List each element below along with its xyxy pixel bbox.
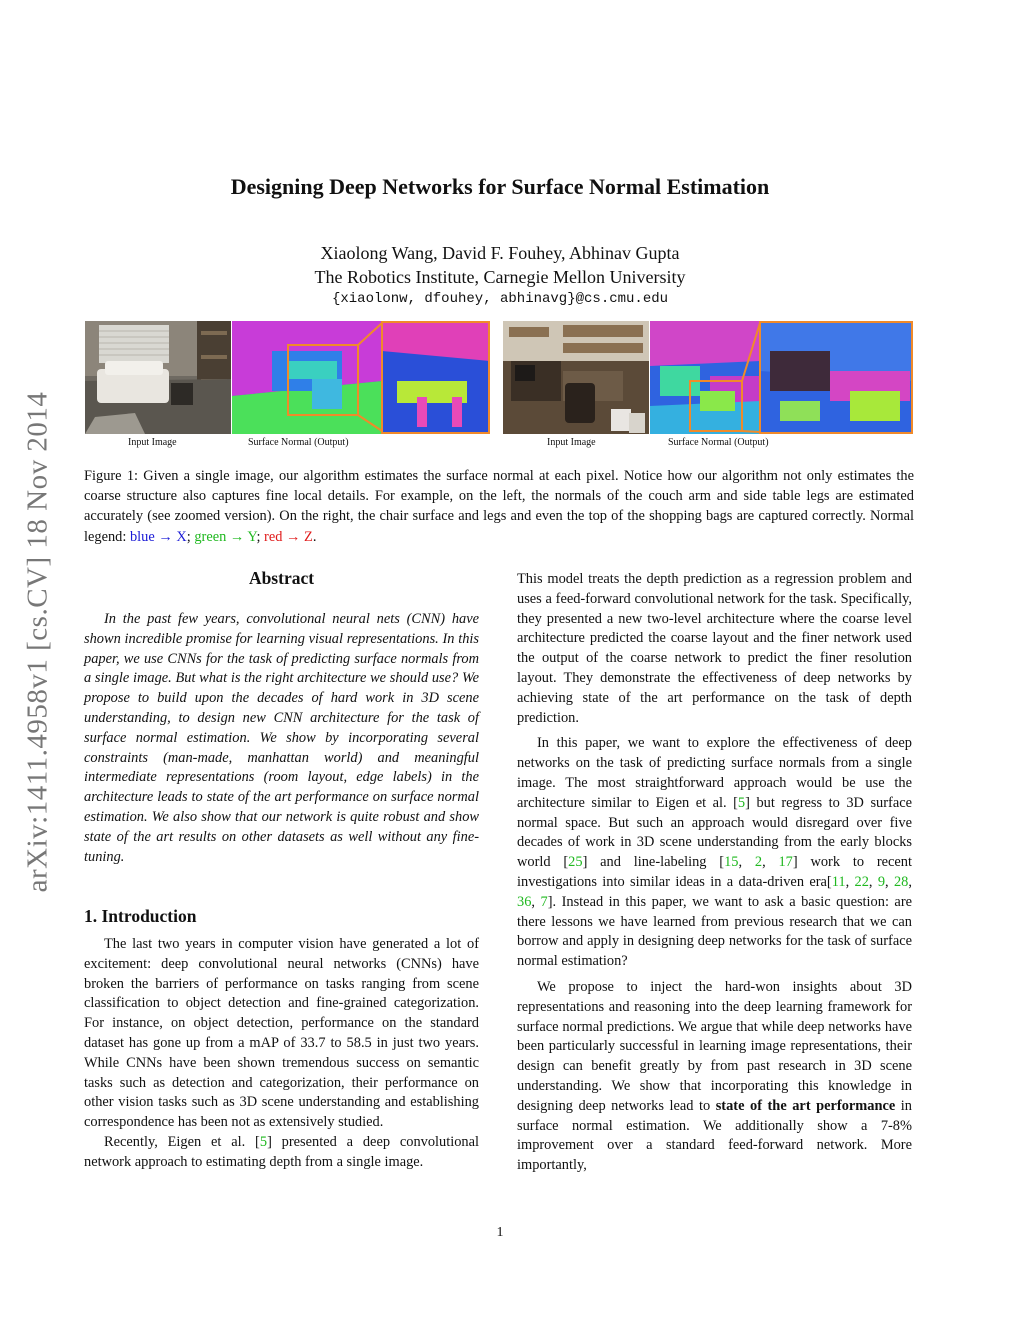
citation-link[interactable]: 15	[724, 854, 739, 871]
citation-link[interactable]: 22	[854, 873, 869, 890]
paragraph: The last two years in computer vision have generated a lot of excitement: deep convolutional neural networks (CNNs) have broken the barriers of performance on tasks ranging from scene classification to object detection and fine-grained categorization. For instance, on object detection, performance on the standard dataset has gone up from a mAP of 33.7 to 58.5 in just two years. While CNNs have been shown tremendous success on semantic tasks such as detection and categorization, their performance on other vision tasks such as 3D scene understanding and establishing correspondence has been not as extensively studied.	[84, 936, 479, 1131]
abstract-text: In the past few years, convolutional neural nets (CNN) have shown incredible promise for learning visual representations. In this paper, we use CNNs for the task of predicting surface normals from a single image. But what is the right architecture we should use? We propose to build upon the decades of hard work in 3D scene understanding, to design new CNN architecture for the task of surface normal estimation. We show by incorporating several constraints (man-made, manhattan world) and meaningful intermediate representations (room layout, edge labels) in the architecture leads to state of the art performance on surface normal estimation. We also show that our network is quite robust and show state of the art results on other datasets as well without any fine-tuning.	[84, 611, 479, 865]
figure-normal-output-1	[232, 321, 490, 434]
citation-link[interactable]: 17	[778, 854, 793, 871]
citation-link[interactable]: 5	[259, 1133, 268, 1150]
legend-blue: blue → X	[129, 528, 187, 545]
caption-text: Figure 1: Given a single image, our algorithm estimates the surface normal at each pixel. Notice how our algorithm not only estimates the coarse structure also captures fine local details. For example, on the left, the normals of the couch arm and side table legs are estimated accurately (see zoomed version). On the right, the chair surface and legs and even the top of the shopping bags are captured correctly. Normal legend:	[84, 468, 914, 545]
intro-column-right	[517, 570, 912, 1176]
citation-link[interactable]: 36	[517, 893, 532, 910]
arxiv-stamp	[20, 352, 56, 932]
figure-label-input-1: Input Image	[128, 437, 177, 448]
figure-input-image-2	[503, 321, 649, 434]
legend-green: green → Y	[194, 528, 257, 545]
paper-title: Designing Deep Networks for Surface Normal Estimation	[230, 174, 770, 199]
paragraph: This model treats the depth prediction as a regression problem and uses a feed-forward convolutional network for the task. Specifically, they presented a new two-level architecture where the coarse level architecture predicted the coarse layout and the finer network used the output of the coarse network to predict the finer resolution layout. They demonstrate the effectiveness of deep networks by achieving state of the art performance on the task of depth prediction.	[517, 571, 912, 726]
citation-link[interactable]: 7	[540, 893, 548, 910]
affiliation: The Robotics Institute, Carnegie Mellon University	[314, 267, 686, 287]
citation-link[interactable]: 11	[831, 873, 846, 890]
author-block	[0, 241, 1000, 289]
figure-input-image-1	[85, 321, 231, 434]
arxiv-stamp-text: arXiv:1411.4958v1 [cs.CV] 18 Nov 2014	[21, 391, 54, 893]
paragraph: We propose to inject the hard-won insights about 3D representations and reasoning into the deep learning framework for surface normal predictions. We argue that while deep networks have been particularly successful in learning image representations, their design can benefit greatly by from past research in 3D scene understanding. We show that incorporating this knowledge in designing deep networks lead to state of the art performance in surface normal estimation. We additionally show a 7-8% improvement over a standard feed-forward network. More importantly,	[517, 978, 912, 1174]
figure-label-input-2: Input Image	[547, 437, 596, 448]
figure-caption	[84, 466, 914, 547]
citation-link[interactable]: 25	[568, 854, 583, 871]
figure-label-output-1: Surface Normal (Output)	[248, 437, 349, 448]
paragraph: Recently, Eigen et al. [5] presented a deep convolutional network approach to estimating depth from a single image.	[84, 1133, 479, 1170]
page-number: 1	[496, 1225, 504, 1240]
emphasis: state of the art performance	[715, 1097, 896, 1114]
email: {xiaolonw, dfouhey, abhinavg}@cs.cmu.edu	[331, 291, 669, 307]
citation-link[interactable]: 9	[877, 873, 886, 890]
authors: Xiaolong Wang, David F. Fouhey, Abhinav Gupta	[320, 243, 680, 263]
caption-sep: ;	[186, 528, 195, 545]
citation-link[interactable]: 2	[754, 854, 763, 871]
caption-sep: ;	[256, 528, 265, 545]
figure-normal-output-2	[650, 321, 913, 434]
citation-link[interactable]: 28	[893, 873, 909, 890]
caption-end: .	[312, 528, 317, 545]
legend-red: red → Z	[264, 528, 313, 545]
paragraph: In this paper, we want to explore the effectiveness of deep networks on the task of predicting surface normals from a single image. The most straightforward approach would be use the architecture similar to Eigen et al. [5] but regress to 3D surface normal space. But such an approach would disregard over five decades of work in 3D scene understanding from the early blocks world [25] and line-labeling [15, 2, 17] work to recent investigations into similar ideas in a data-driven era[11, 22, 9, 28, 36, 7]. Instead in this paper, we want to ask a basic question: are there lessons we have learned from previous research that we can borrow and apply in designing deep networks for the task of surface normal estimation?	[517, 735, 913, 970]
section-heading-introduction: 1. Introduction	[84, 906, 197, 926]
abstract-heading: Abstract	[248, 568, 315, 588]
intro-column-left	[84, 935, 479, 1173]
figure-label-output-2: Surface Normal (Output)	[668, 437, 769, 448]
citation-link[interactable]: 5	[737, 794, 746, 811]
